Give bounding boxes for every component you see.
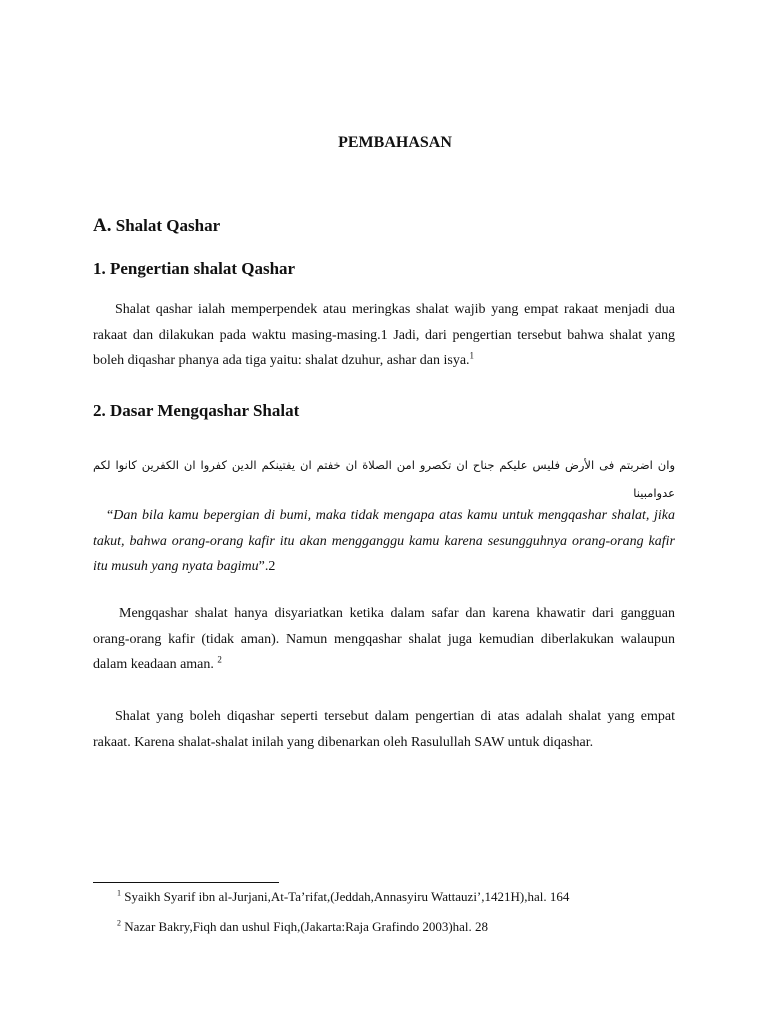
- quote-text: Dan bila kamu bepergian di bumi, maka tidak mengapa atas kamu untuk mengqashar shalat, jika takut, bahwa orang-orang kafir itu akan mengganggu kamu karena sesungguhnya orang-orang kafir itu musuh yang nyata bagimu: [93, 508, 675, 574]
- quote-open-mark: “: [107, 508, 114, 523]
- footnote-1: [117, 889, 677, 905]
- quote-close-mark: ”.2: [258, 559, 276, 574]
- paragraph-text: Mengqashar shalat hanya disyariatkan ketika dalam safar dan karena khawatir dari gangguan orang-orang kafir (tidak aman). Namun mengqashar shalat juga kemudian diberlakukan walaupun dalam keadaan aman.: [93, 606, 675, 672]
- subheading-pengertian: 1. Pengertian shalat Qashar: [93, 259, 296, 278]
- footnote-text: Syaikh Syarif ibn al-Jurjani,At-Ta’rifat,(Jeddah,Annasyiru Wattauzi’,1421H),hal. 164: [121, 889, 570, 904]
- footnote-number: 2: [117, 918, 121, 928]
- footnote-ref: 2: [217, 654, 222, 665]
- section-letter: A.: [93, 215, 112, 236]
- footnote-ref: 1: [469, 350, 475, 361]
- section-heading-a: [93, 215, 220, 237]
- page-title: PEMBAHASAN: [338, 134, 452, 151]
- verse-translation: [93, 503, 675, 580]
- footnote-2: [117, 919, 677, 935]
- paragraph-text: Shalat yang boleh diqashar seperti tersebut dalam pengertian di atas adalah shalat yang empat rakaat. Karena shalat-shalat inilah yang dibenarkan oleh Rasulullah SAW untuk diqashar.: [93, 709, 675, 750]
- paragraph-safar: [93, 601, 675, 678]
- arabic-verse: وان اضربتم فى الأرض فليس عليكم جناح ان تكصرو امن الصلاة ان خفتم ان يفتينكم الدين كفروا ان الكفرين كانوا لكم عدوامبينا: [93, 458, 675, 500]
- subheading-dasar: 2. Dasar Mengqashar Shalat: [93, 401, 300, 420]
- paragraph-definition: [93, 297, 675, 374]
- paragraph-four-rakaat: [93, 704, 675, 755]
- footnote-text: Nazar Bakry,Fiqh dan ushul Fiqh,(Jakarta:Raja Grafindo 2003)hal. 28: [121, 919, 489, 934]
- footnote-number: 1: [117, 888, 121, 898]
- paragraph-text: Shalat qashar ialah memperpendek atau meringkas shalat wajib yang empat rakaat menjadi dua rakaat dan dilakukan pada waktu masing-masing.1 Jadi, dari pengertian tersebut bahwa shalat yang boleh diqashar phanya ada tiga yaitu: shalat dzuhur, ashar dan isya.: [93, 302, 675, 368]
- footnote-divider: [93, 882, 279, 883]
- section-title: Shalat Qashar: [111, 216, 221, 235]
